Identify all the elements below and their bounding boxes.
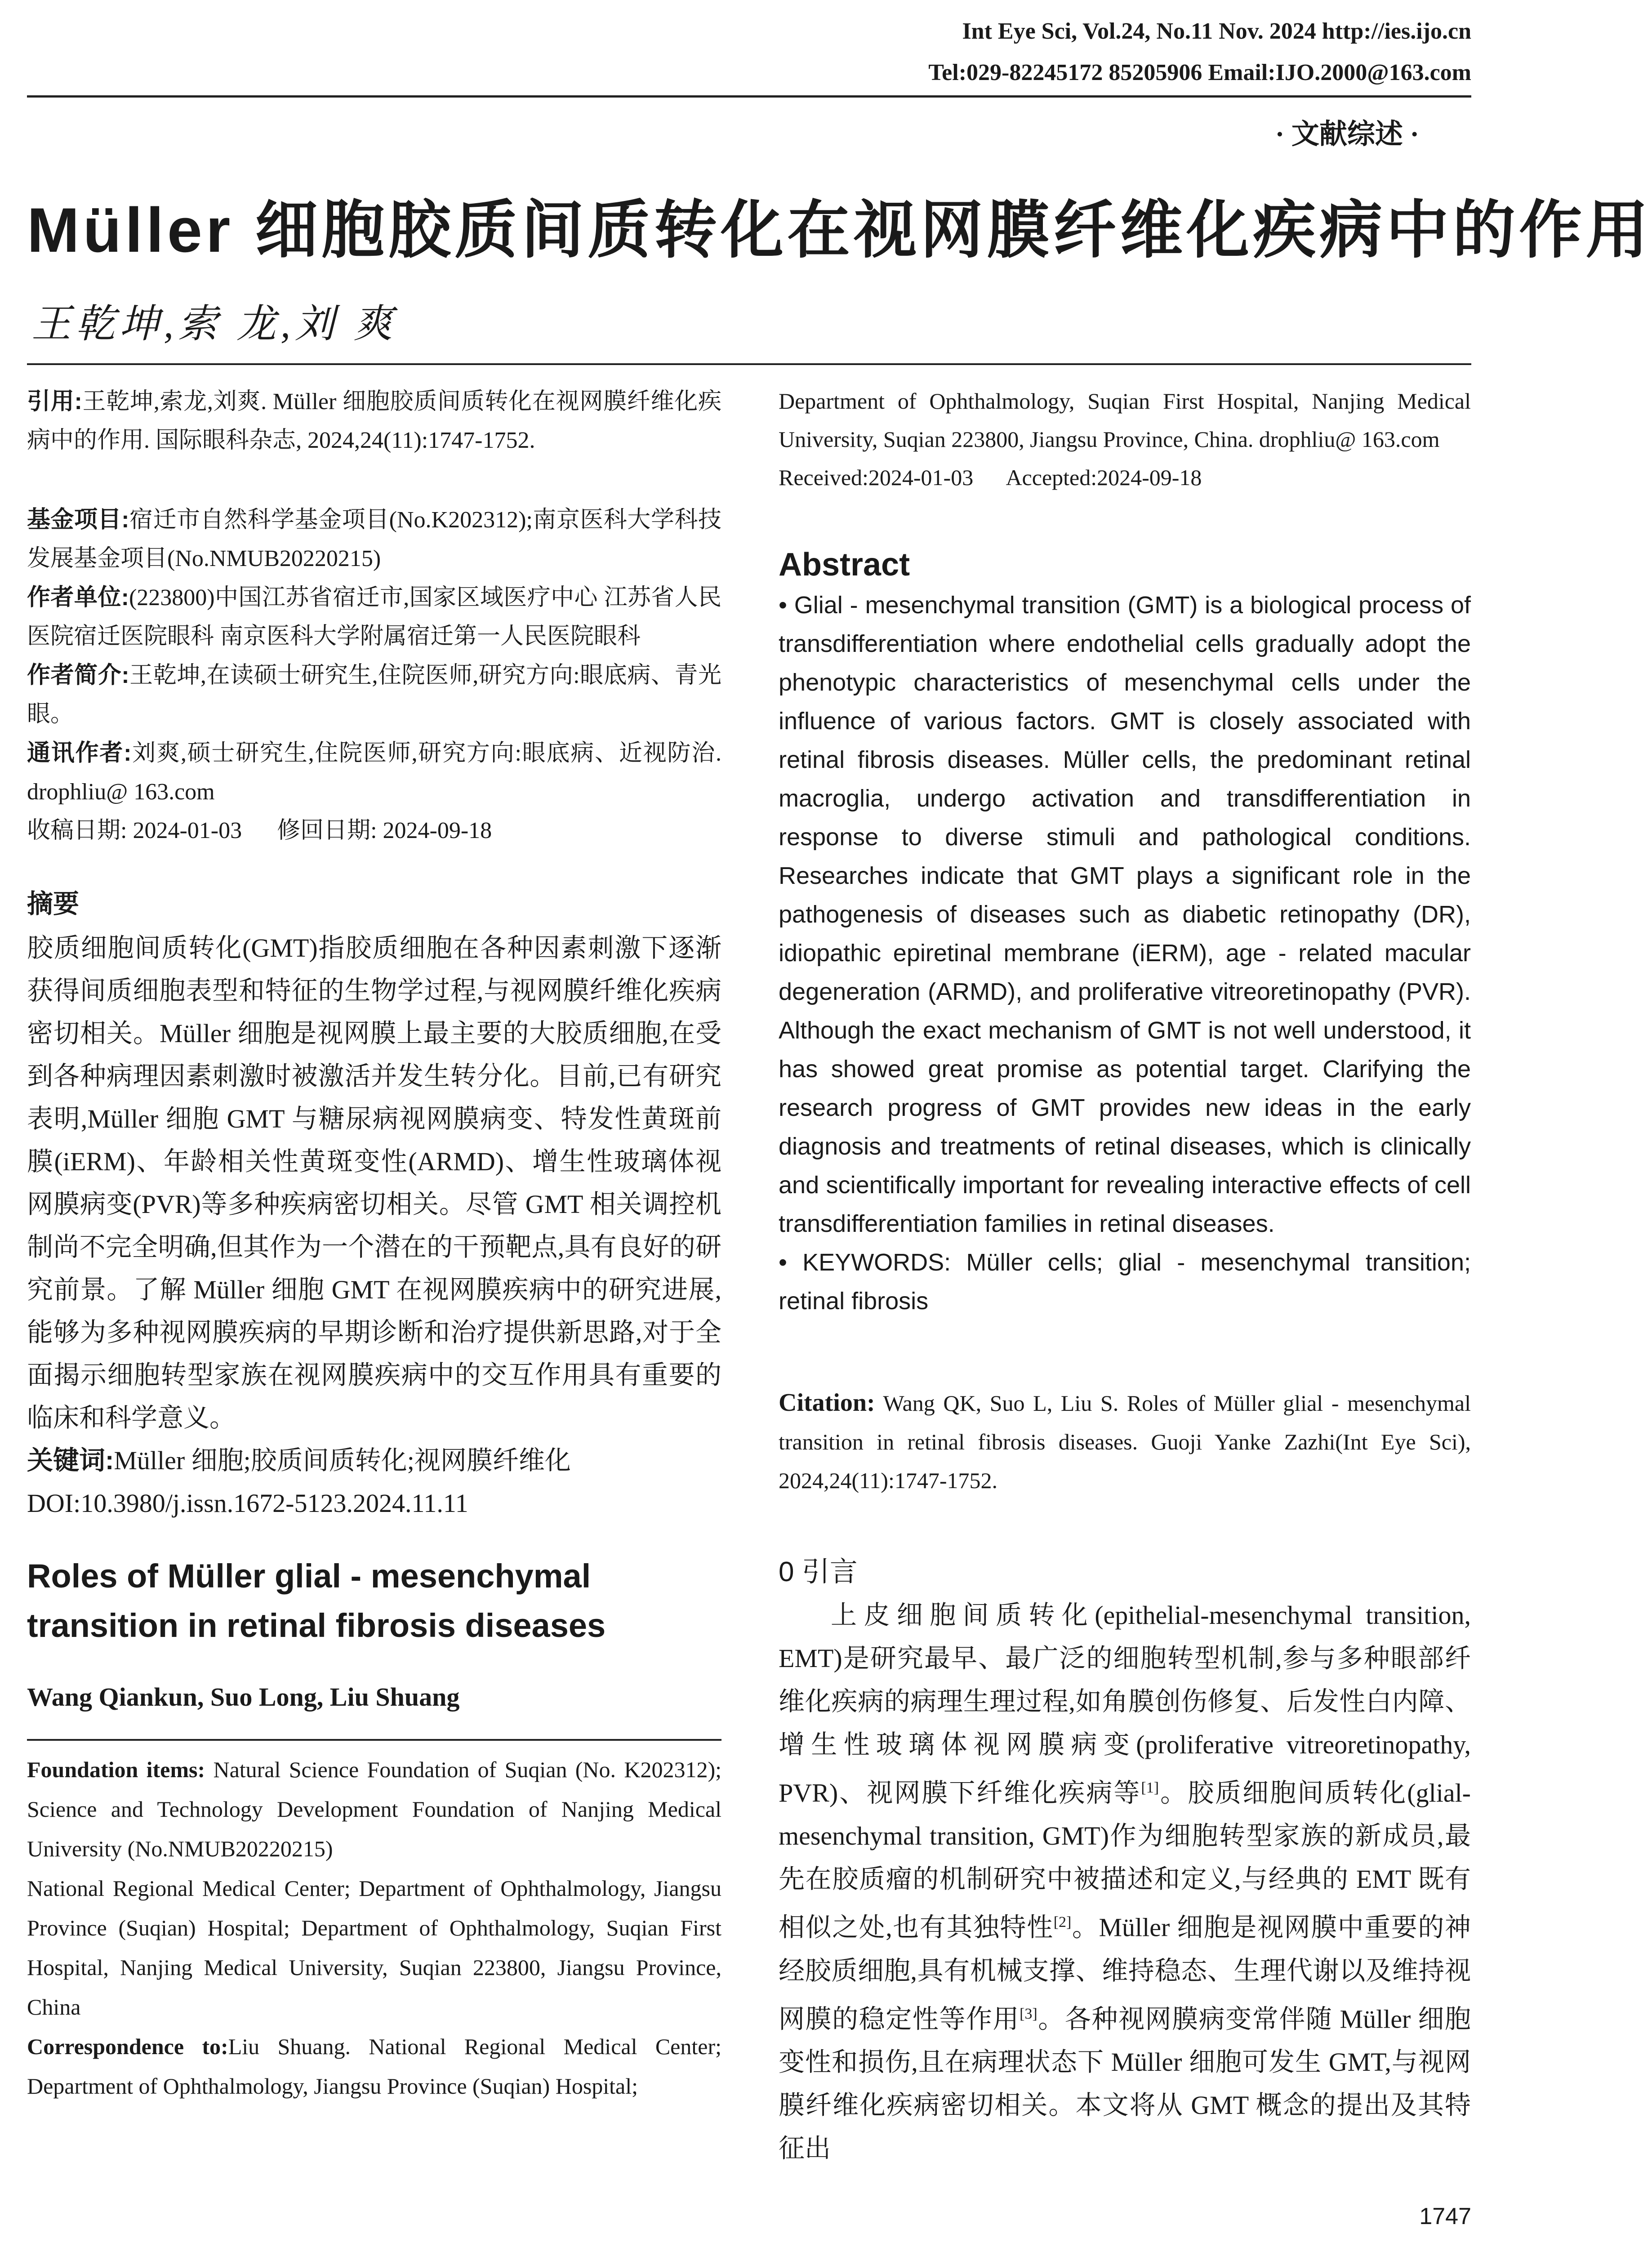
received-dates: Received:2024-01-03 Accepted:2024-09-18 (779, 465, 1202, 490)
left-column (27, 382, 721, 2106)
abstract-text-en: • Glial - mesenchymal transition (GMT) is a biological process of transdifferentiation where endothelial cells gradually adopt the phenotypic characteristics of mesenchymal cells under the influence of various factors. GMT is closely associated with retinal fibrosis diseases. Müller cells, the predominant retinal macroglia, undergo activation and transdifferentiation in response to diverse stimuli and pathological conditions. Researches indicate that GMT plays a significant role in the pathogenesis of diseases such as diabetic retinopathy (DR), idiopathic epiretinal membrane (iERM), age - related macular degeneration (ARMD), and proliferative vitreoretinopathy (PVR). Although the exact mechanism of GMT is not well understood, it has showed great promise as potential target. Clarifying the research progress of GMT provides new ideas in the early diagnosis and treatments of retinal diseases, which is clinically and scientifically important for revealing interactive effects of cell transdifferentiation families in retinal diseases. (779, 592, 1471, 1237)
fund-label: 基金项目: (27, 507, 129, 533)
journal-info: Int Eye Sci, Vol.24, No.11 Nov. 2024 http://ies.ijo.cn (962, 18, 1471, 44)
intro-part-4: 。各种视网膜病变常伴随 Müller 细胞变性和损伤,且在病理状态下 Müller 细胞可发生 GMT,与视网膜纤维化疾病密切相关。本文将从 GMT 概念的提出及其特征出 (779, 2004, 1471, 2163)
abstract-text-zh: 胶质细胞间质转化(GMT)指胶质细胞在各种因素刺激下逐渐获得间质细胞表型和特征的生物学过程,与视网膜纤维化疾病密切相关。Müller 细胞是视网膜上最主要的大胶质细胞,在受到各种病理因素刺激时被激活并发生转分化。目前,已有研究表明,Müller 细胞 GMT 与糖尿病视网膜病变、特发性黄斑前膜(iERM)、年龄相关性黄斑变性(ARMD)、增生性玻璃体视网膜病变(PVR)等多种疾病密切相关。尽管 GMT 相关调控机制尚不完全明确,但其作为一个潜在的干预靶点,具有良好的研究前景。了解 Müller 细胞 GMT 在视网膜疾病中的研究进展,能够为多种视网膜疾病的早期诊断和治疗提供新思路,对于全面揭示细胞转型家族在视网膜疾病中的交互作用具有重要的临床和科学意义。 (27, 933, 722, 1432)
english-title: Roles of Müller glial - mesenchymal transition in retinal fibrosis diseases (27, 1557, 606, 1644)
contact-info: Tel:029-82245172 85205906 Email:IJO.2000@163.com (928, 60, 1471, 85)
keywords-text: Müller 细胞;胶质间质转化;视网膜纤维化 (114, 1446, 571, 1475)
intro-part-1: 上皮细胞间质转化(epithelial-mesenchymal transition, EMT)是研究最早、最广泛的细胞转型机制,参与多种眼部纤维化疾病的病理生理过程,如角膜创伤修复、后发性白内障、增生性玻璃体视网膜病变(proliferative vitreoretinopathy, PVR)、视网膜下纤维化疾病等 (779, 1601, 1471, 1808)
cite-label: 引用: (27, 388, 82, 415)
fund-block (27, 500, 721, 578)
bio-block (27, 656, 721, 734)
header-rule (27, 95, 1471, 98)
en-corr-block (27, 2027, 721, 2106)
doi: DOI:10.3980/j.issn.1672-5123.2024.11.11 (27, 1489, 468, 1518)
cite-text: 王乾坤,索龙,刘爽. Müller 细胞胶质间质转化在视网膜纤维化疾病中的作用. 国际眼科杂志, 2024,24(11):1747-1752. (27, 389, 721, 453)
corr-label: 通讯作者: (27, 740, 132, 766)
citation-block (779, 1383, 1471, 1500)
fund-text: 宿迁市自然科学基金项目(No.K202312);南京医科大学科技发展基金项目(No.NMUB20220215) (27, 507, 721, 571)
en-corr-text: Liu Shuang. National Regional Medical Center; Department of Ophthalmology, Jiangsu Province (Suqian) Hospital; (27, 2034, 721, 2099)
english-authors: Wang Qiankun, Suo Long, Liu Shuang (27, 1682, 460, 1712)
intro-paragraph (779, 1594, 1471, 2170)
ref-2[interactable]: [2] (1053, 1914, 1072, 1931)
intro-part-3: 。Müller 细胞是视网膜中重要的神经胶质细胞,具有机械支撑、维持稳态、生理代谢以及维持视网膜的稳定性等作用 (779, 1913, 1471, 2033)
en-fund-text: Natural Science Foundation of Suqian (No. K202312); Science and Technology Development Foundation of Nanjing Medical University (No.NMUB20220215) (27, 1757, 722, 1861)
citation-label: Citation: (779, 1389, 875, 1417)
en-fund-label: Foundation items: (27, 1757, 205, 1782)
intro-part-2: 。胶质细胞间质转化(glial-mesenchymal transition, GMT)作为细胞转型家族的新成员,最先在胶质瘤的机制研究中被描述和定义,与经典的 EMT 既有相似之处,也有其独特性 (779, 1778, 1471, 1942)
ref-1[interactable]: [1] (1141, 1779, 1159, 1796)
corr-continued: Department of Ophthalmology, Suqian First Hospital, Nanjing Medical University, Suqian 223800, Jiangsu Province, China. drophliu@ 163.com (779, 388, 1471, 452)
unit-label: 作者单位: (27, 584, 129, 611)
article-title: Müller 细胞胶质间质转化在视网膜纤维化疾病中的作用 (27, 195, 1652, 265)
section-tag: · 文献综述 · (1275, 119, 1419, 150)
unit-text: (223800)中国江苏省宿迁市,国家区域医疗中心 江苏省人民医院宿迁医院眼科 南京医科大学附属宿迁第一人民医院眼科 (27, 585, 721, 649)
dates: 收稿日期: 2024-01-03 修回日期: 2024-09-18 (27, 818, 492, 843)
corr-text: 刘爽,硕士研究生,住院医师,研究方向:眼底病、近视防治. drophliu@ 163.com (27, 740, 721, 805)
keywords-en: • KEYWORDS: Müller cells; glial - mesenchymal transition; retinal fibrosis (779, 1249, 1471, 1315)
abstract-heading-en: Abstract (779, 547, 910, 583)
right-column (779, 382, 1471, 2170)
unit-block (27, 578, 721, 656)
bio-text: 王乾坤,在读硕士研究生,住院医师,研究方向:眼底病、青光眼。 (27, 663, 721, 727)
keywords-block (27, 1439, 721, 1482)
citation-text: Wang QK, Suo L, Liu S. Roles of Müller glial - mesenchymal transition in retinal fibrosis diseases. Guoji Yanke Zazhi(Int Eye Sci), 2024,24(11):1747-1752. (779, 1391, 1471, 1493)
keywords-label: 关键词: (27, 1446, 114, 1475)
cite-block (27, 382, 721, 460)
corr-block (27, 734, 721, 811)
page-number: 1747 (1419, 2203, 1471, 2229)
bio-label: 作者简介: (27, 662, 129, 688)
article-authors: 王乾坤,索 龙,刘 爽 (31, 303, 398, 346)
ref-3[interactable]: [3] (1020, 2005, 1038, 2022)
title-rule (27, 363, 1471, 365)
en-fund-block (27, 1750, 721, 1868)
english-rule (27, 1739, 721, 1741)
en-corr-label: Correspondence to: (27, 2034, 228, 2059)
intro-heading: 0 引言 (779, 1556, 858, 1587)
en-affiliation: National Regional Medical Center; Department of Ophthalmology, Jiangsu Province (Suqian) Hospital; Department of Ophthalmology, Suqian First Hospital, Nanjing Medical University, Suqian 223800, Jiangsu Province, China (27, 1876, 721, 2020)
abstract-heading-zh: 摘要 (27, 889, 80, 918)
